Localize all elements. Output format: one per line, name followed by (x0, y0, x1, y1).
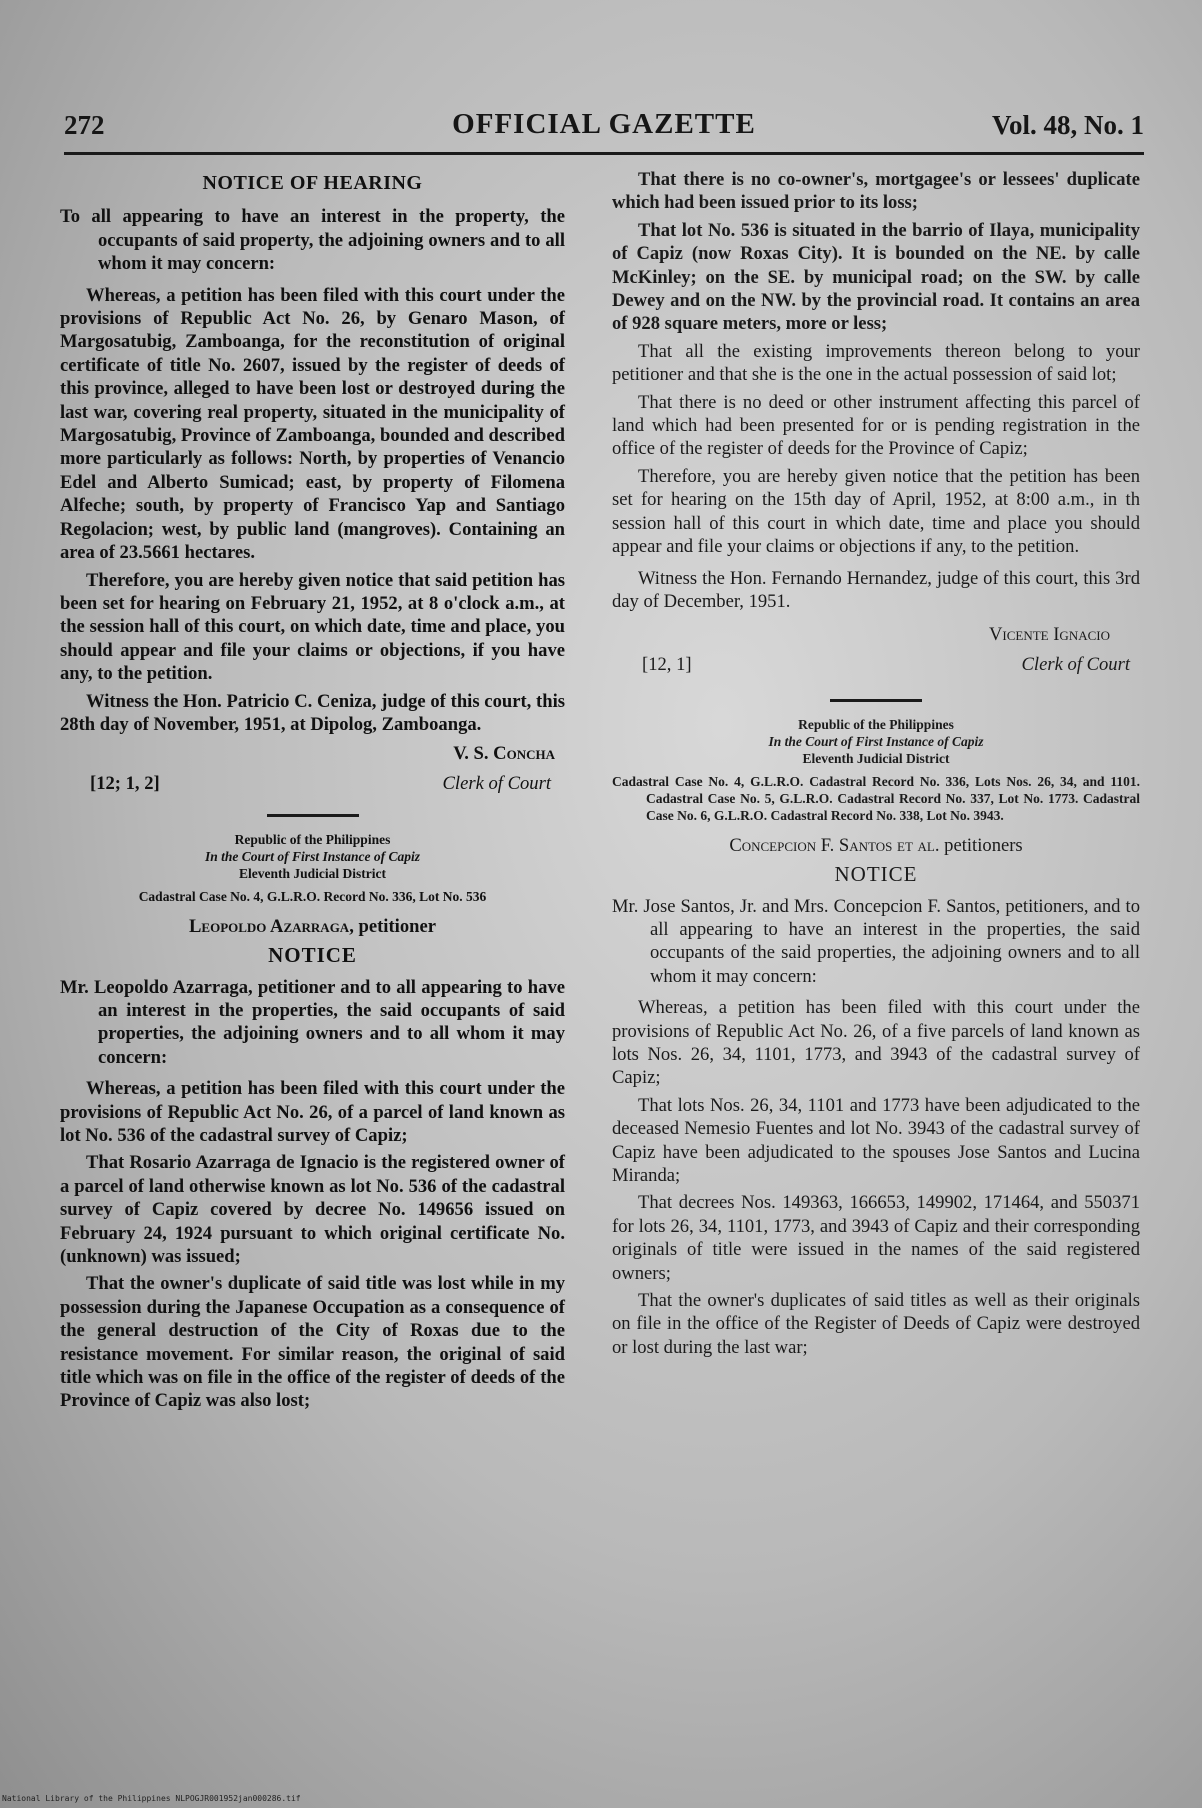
paragraph: Therefore, you are hereby given notice that the petition has been set for hearing on the 15th day of April, 1952, at 8:00 a.m., in th session hall of this court in which date, time and place you should appear and file your claims or objections if any, to the petition. (612, 465, 1140, 558)
paragraph: That all the existing improvements thereon belong to your petitioner and that she is the one in the actual possession of said lot; (612, 340, 1140, 386)
paragraph: That there is no co-owner's, mortgagee's or lessees' duplicate which had been issued prior to its loss; (612, 169, 1140, 214)
signature-title: Clerk of Court (442, 772, 551, 794)
issue-reference: [12, 1] (642, 653, 692, 675)
signature-title: Clerk of Court (1021, 653, 1130, 675)
paragraph: That decrees Nos. 149363, 166653, 149902, 171464, and 550371 for lots 26, 34, 1101, 1773, and 3943 of Capiz and their corresponding originals of title were issued in the names of the said registered owners; (612, 1192, 1140, 1284)
petitioner-role: petitioner (353, 915, 436, 937)
court-line: Eleventh Judicial District (239, 865, 386, 881)
court-line: In the Court of First Instance of Capiz (205, 848, 420, 864)
petitioner-line (612, 834, 1140, 857)
signature-name: V. S. Concha (453, 743, 555, 765)
court-heading (612, 716, 1140, 767)
court-heading (60, 831, 565, 882)
signature-name: Vicente Ignacio (988, 624, 1110, 646)
petitioner-line (60, 915, 565, 938)
court-line: Republic of the Philippines (798, 716, 954, 732)
signature-row (60, 770, 565, 800)
paragraph: That lot No. 536 is situated in the barrio of Ilaya, municipality of Capiz (now Roxas City). It is bounded on the NE. by calle McKinley; on the SE. by municipal road; on the SW. by calle Dewey and on the NW. by the provincial road. It contains an area of 928 square meters, more or less; (612, 219, 1140, 335)
paragraph: That Rosario Azarraga de Ignacio is the registered owner of a parcel of land otherwise known as lot No. 536 of the cadastral survey of Capiz covered by decree No. 149656 issued on February 24, 1924 pursuant to which original certificate No. (unknown) was issued; (60, 1152, 565, 1268)
petitioner-role: petitioners (939, 834, 1023, 856)
page-number: 272 (64, 110, 105, 140)
case-reference: Cadastral Case No. 4, G.L.R.O. Record No. 336, Lot No. 536 (138, 888, 487, 904)
paragraph: That lots Nos. 26, 34, 1101 and 1773 have been adjudicated to the deceased Nemesio Fuentes and lot No. 3943 of the cadastral survey of Capiz have been adjudicated to the spouses Jose Santos and Lucina Miranda; (612, 1094, 1140, 1186)
paragraph: That the owner's duplicates of said titles as well as their originals on file in the office of the Register of Deeds of Capiz were destroyed or lost during the last war; (612, 1290, 1140, 1358)
signature-row (612, 651, 1140, 681)
notice-of-hearing-heading: NOTICE OF HEARING (202, 172, 423, 194)
notice-address: Mr. Jose Santos, Jr. and Mrs. Concepcion F. Santos, petitioners, and to all appearing to have an interest in the properties, the said occupants of the said properties, the adjoining owners and to all whom it may concern: (612, 895, 1140, 987)
paragraph: That the owner's duplicate of said title was lost while in my possession during the Japanese Occupation as a consequence of the general destruction of the City of Roxas due to the resistance movement. For similar reason, the original of said title which was on file in the office of the register of deeds of the Province of Capiz was also lost; (60, 1273, 565, 1412)
left-column (60, 168, 565, 1417)
right-column (612, 168, 1140, 1363)
paragraph: Witness the Hon. Fernando Hernandez, judge of this court, this 3rd day of December, 1951. (612, 567, 1140, 612)
divider-rule (267, 814, 359, 817)
issue-reference: [12; 1, 2] (90, 772, 160, 794)
publication-title: OFFICIAL GAZETTE (452, 108, 756, 140)
paragraph: Whereas, a petition has been filed with this court under the provisions of Republic Act No. 26, by Genaro Mason, of Margosatubig, Zamboanga, for the reconstitution of original certificate of title No. 2607, issued by the register of deeds of this province, alleged to have been lost or destroyed during the last war, covering real property, situated in the municipality of Margosatubig, Province of Zamboanga, bounded and described more particularly as follows: North, by properties of Venancio Edel and Alberto Sumicad; east, by property of Filomena Alfeche; south, by property of Francisco Yap and Santiago Regolacion; west, by public land (mangroves). Containing an area of 23.5661 hectares. (60, 284, 565, 564)
paragraph: That there is no deed or other instrument affecting this parcel of land which had been presented for or is pending registration in the office of the register of deeds for the Province of Capiz; (612, 391, 1140, 460)
page-header (64, 104, 1144, 155)
notice-heading: NOTICE (834, 862, 918, 887)
paragraph: Whereas, a petition has been filed with this court under the provisions of Republic Act No. 26, of a parcel of land known as lot No. 536 of the cadastral survey of Capiz; (60, 1078, 565, 1146)
court-line: In the Court of First Instance of Capiz (768, 733, 984, 749)
divider-rule (830, 699, 922, 702)
case-reference: Cadastral Case No. 4, G.L.R.O. Cadastral Record No. 336, Lots Nos. 26, 34, and 1101. Cadastral Case No. 5, G.L.R.O. Cadastral Record No. 337, Lot No. 1773. Cadastral Case No. 6, G.L.R.O. Cadastral Record No. 338, Lot No. 3943. (612, 773, 1140, 823)
paragraph: Whereas, a petition has been filed with this court under the provisions of Republic Act No. 26, of a five parcels of land known as lots Nos. 26, 34, 1101, 1773, and 3943 of the cadastral survey of Capiz; (612, 997, 1140, 1089)
scan-footer: National Library of the Philippines NLPOGJR001952jan000286.tif (2, 1794, 301, 1803)
paragraph: Witness the Hon. Patricio C. Ceniza, judge of this court, this 28th day of November, 1951, at Dipolog, Zamboanga. (60, 690, 565, 735)
notice-address: To all appearing to have an interest in the property, the occupants of said property, the adjoining owners and to all whom it may concern: (60, 206, 565, 275)
notice-address: Mr. Leopoldo Azarraga, petitioner and to all appearing to have an interest in the properties, the said occupants of said properties, the adjoining owners and to all whom it may concern: (60, 976, 565, 1068)
court-line: Eleventh Judicial District (802, 750, 950, 766)
paragraph: Therefore, you are hereby given notice that said petition has been set for hearing on February 21, 1952, at 8 o'clock a.m., at the session hall of this court, on which date, time and place, you should appear and file your claims or objections, if you have any, to the petition. (60, 569, 565, 685)
volume-number: Vol. 48, No. 1 (991, 110, 1144, 140)
petitioner-name: Concepcion F. Santos et al. (729, 834, 940, 856)
court-line: Republic of the Philippines (234, 831, 391, 847)
petitioner-name: Leopoldo Azarraga, (189, 915, 354, 937)
notice-heading: NOTICE (268, 943, 357, 968)
